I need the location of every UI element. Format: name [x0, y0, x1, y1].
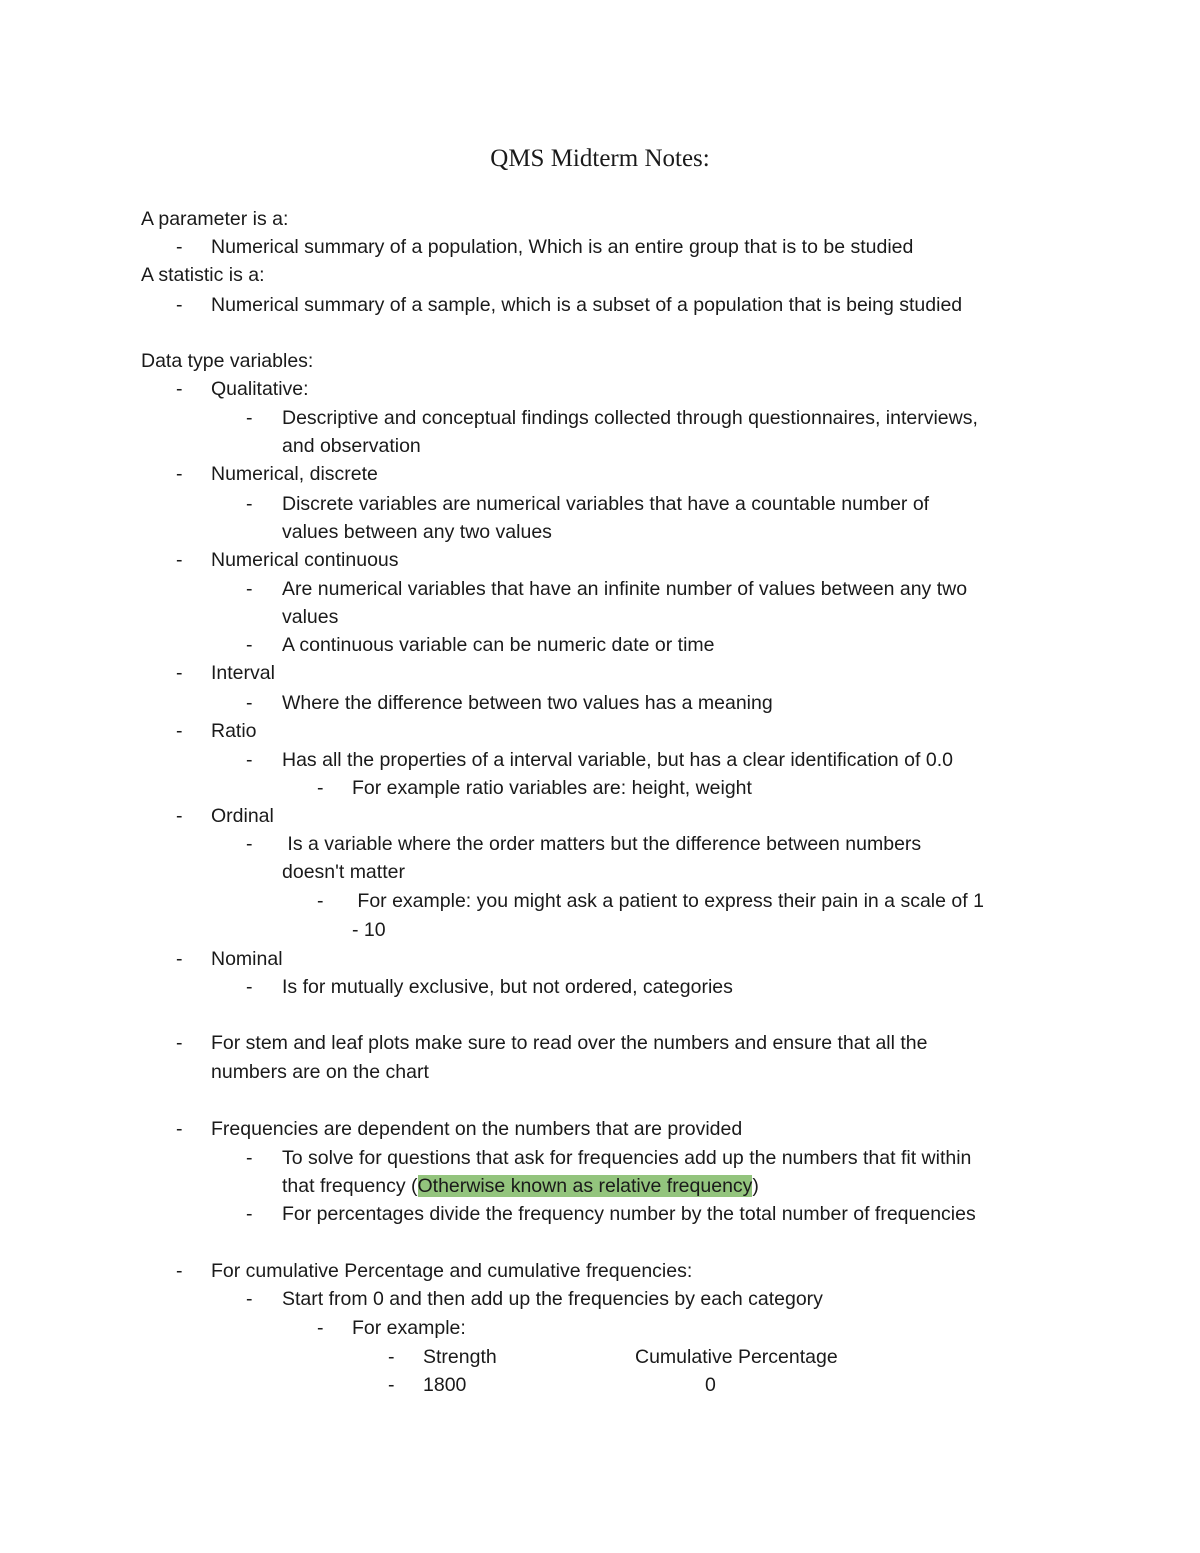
bullet-dash: -: [246, 578, 253, 600]
bullet-dash: -: [246, 634, 253, 656]
stem-leaf-note-line2: numbers are on the chart: [211, 1061, 429, 1083]
bullet-dash: -: [176, 549, 183, 571]
nominal-label: Nominal: [211, 948, 283, 970]
interval-definition: Where the difference between two values has a meaning: [282, 692, 773, 714]
statistic-definition: Numerical summary of a sample, which is a subset of a population that is being studied: [211, 294, 963, 316]
qualitative-definition-line1: Descriptive and conceptual findings collected through questionnaires, interviews,: [282, 407, 978, 429]
cumulative-start-note: Start from 0 and then add up the frequencies by each category: [282, 1288, 823, 1310]
bullet-dash: -: [246, 1147, 253, 1169]
relative-frequency-highlight: Otherwise known as relative frequency: [417, 1175, 753, 1197]
bullet-dash: -: [388, 1346, 395, 1368]
bullet-dash: -: [176, 1032, 183, 1054]
bullet-dash: -: [176, 805, 183, 827]
frequency-percent-note: For percentages divide the frequency number by the total number of frequencies: [282, 1203, 976, 1225]
frequency-solve-line1: To solve for questions that ask for frequencies add up the numbers that fit within: [282, 1147, 972, 1169]
table-header-strength: Strength: [423, 1346, 497, 1368]
bullet-dash: -: [246, 1203, 253, 1225]
numerical-continuous-definition-line2: values: [282, 606, 339, 628]
frequencies-note: Frequencies are dependent on the numbers that are provided: [211, 1118, 743, 1140]
frequency-solve-line2: [282, 1172, 759, 1200]
bullet-dash: -: [388, 1374, 395, 1396]
frequency-solve-text-before: that frequency (: [282, 1175, 418, 1197]
numerical-discrete-definition-line1: Discrete variables are numerical variables that have a countable number of: [282, 493, 930, 515]
ordinal-example-line1: For example: you might ask a patient to express their pain in a scale of 1: [352, 890, 984, 912]
frequency-solve-text-after: ): [752, 1175, 759, 1197]
bullet-dash: -: [246, 749, 253, 771]
numerical-continuous-definition-line1: Are numerical variables that have an infinite number of values between any two: [282, 578, 968, 600]
bullet-dash: -: [176, 720, 183, 742]
bullet-dash: -: [176, 1260, 183, 1282]
bullet-dash: -: [176, 378, 183, 400]
qualitative-label: Qualitative:: [211, 378, 309, 400]
ordinal-label: Ordinal: [211, 805, 274, 827]
ratio-label: Ratio: [211, 720, 257, 742]
ratio-definition: Has all the properties of a interval variable, but has a clear identification of 0.0: [282, 749, 953, 771]
bullet-dash: -: [246, 493, 253, 515]
cumulative-note: For cumulative Percentage and cumulative frequencies:: [211, 1260, 693, 1282]
numerical-continuous-definition-line3: A continuous variable can be numeric date or time: [282, 634, 715, 656]
bullet-dash: -: [317, 890, 324, 912]
stem-leaf-note-line1: For stem and leaf plots make sure to read over the numbers and ensure that all the: [211, 1032, 928, 1054]
qualitative-definition-line2: and observation: [282, 435, 421, 457]
bullet-dash: -: [317, 1317, 324, 1339]
nominal-definition: Is for mutually exclusive, but not ordered, categories: [282, 976, 733, 998]
table-cell-cumulative-percentage: 0: [705, 1374, 716, 1396]
parameter-definition: Numerical summary of a population, Which is an entire group that is to be studied: [211, 236, 914, 258]
bullet-dash: -: [176, 236, 183, 258]
numerical-discrete-definition-line2: values between any two values: [282, 521, 552, 543]
bullet-dash: -: [176, 1118, 183, 1140]
bullet-dash: -: [246, 976, 253, 998]
bullet-dash: -: [176, 294, 183, 316]
table-cell-strength: 1800: [423, 1374, 467, 1396]
bullet-dash: -: [246, 833, 253, 855]
bullet-dash: -: [176, 662, 183, 684]
page-title: QMS Midterm Notes:: [490, 145, 710, 172]
ordinal-definition-line1: Is a variable where the order matters but the difference between numbers: [282, 833, 922, 855]
bullet-dash: -: [246, 407, 253, 429]
cumulative-example-label: For example:: [352, 1317, 466, 1339]
ratio-example: For example ratio variables are: height, weight: [352, 777, 752, 799]
table-header-cumulative-percentage: Cumulative Percentage: [635, 1346, 838, 1368]
bullet-dash: -: [246, 1288, 253, 1310]
parameter-heading: A parameter is a:: [141, 208, 289, 230]
bullet-dash: -: [317, 777, 324, 799]
statistic-heading: A statistic is a:: [141, 264, 265, 286]
bullet-dash: -: [176, 948, 183, 970]
bullet-dash: -: [246, 692, 253, 714]
data-type-heading: Data type variables:: [141, 350, 314, 372]
numerical-discrete-label: Numerical, discrete: [211, 463, 378, 485]
ordinal-example-line2: - 10: [352, 919, 386, 941]
numerical-continuous-label: Numerical continuous: [211, 549, 399, 571]
interval-label: Interval: [211, 662, 275, 684]
bullet-dash: -: [176, 463, 183, 485]
ordinal-definition-line2: doesn't matter: [282, 861, 405, 883]
